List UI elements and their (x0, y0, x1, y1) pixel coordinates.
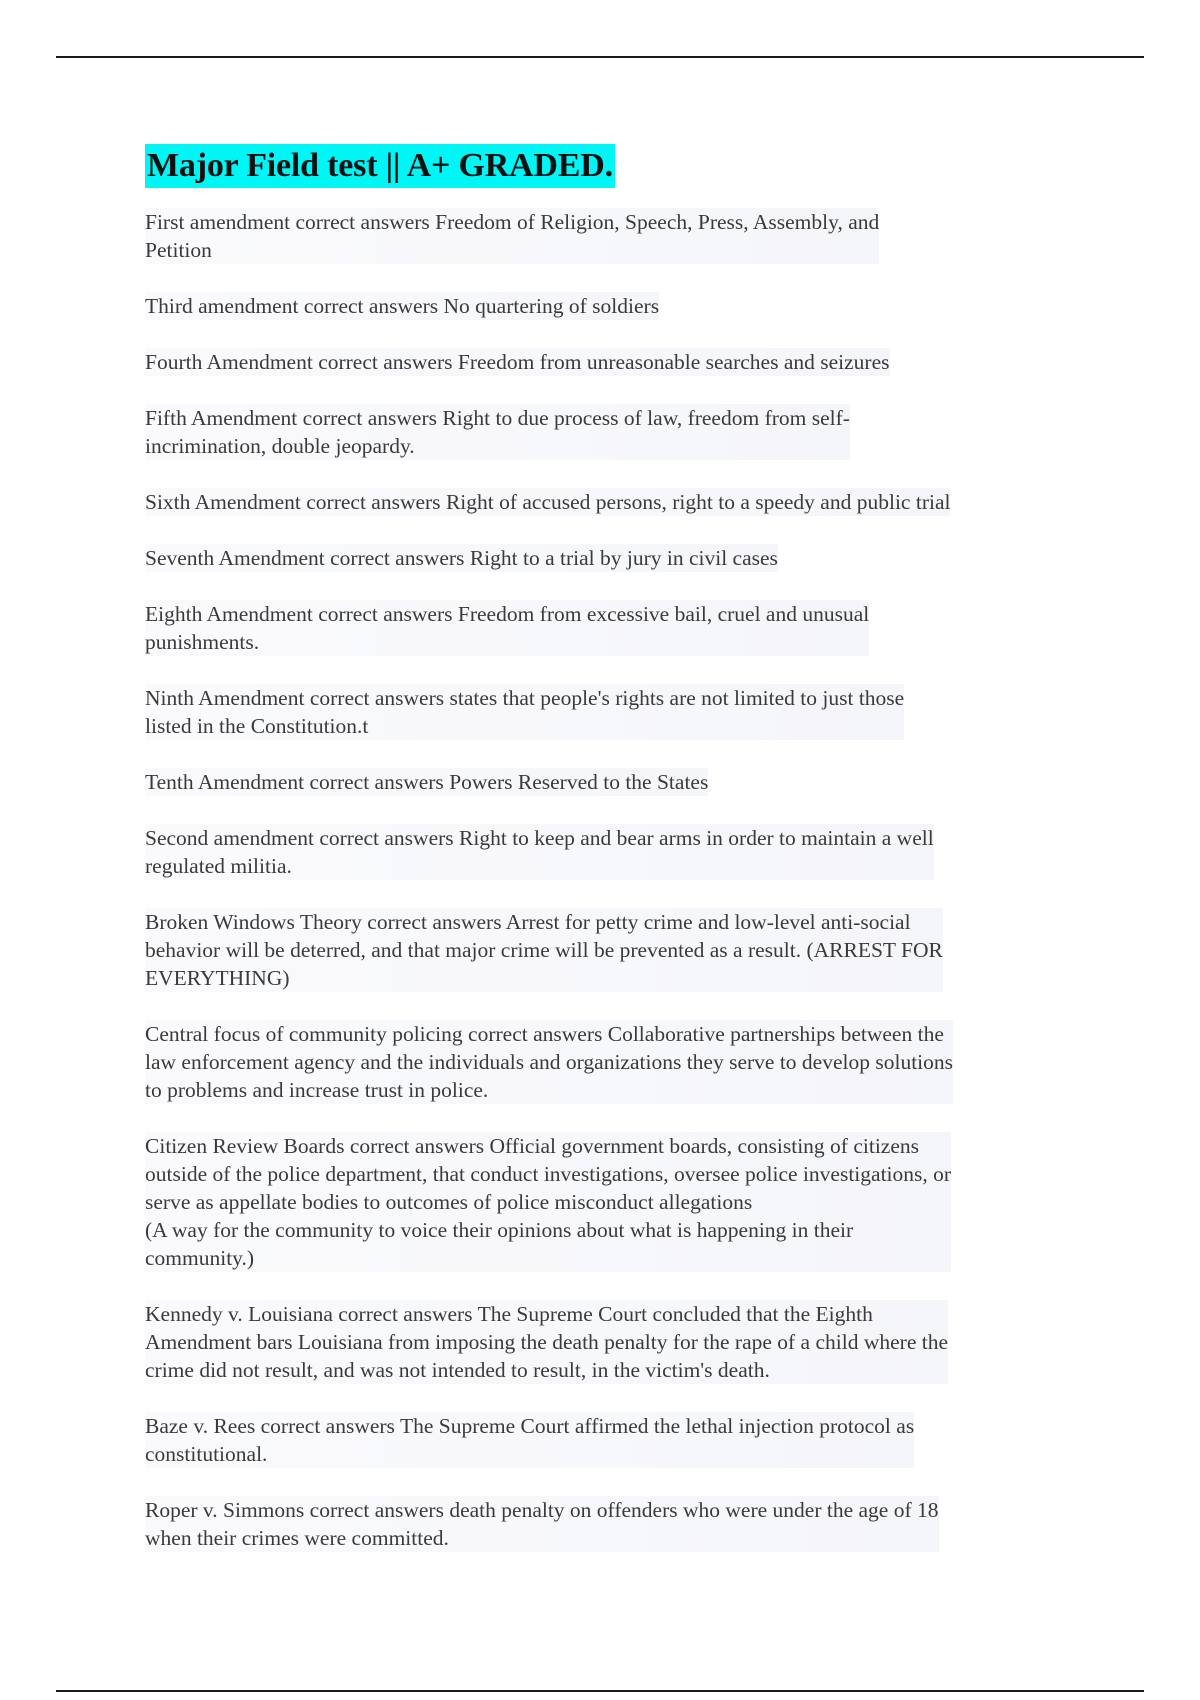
qa-entry (145, 1132, 951, 1272)
entry-term: Third amendment (145, 294, 299, 318)
qa-entry (145, 208, 879, 264)
entry-answer: Right of accused persons, right to a speedy and public trial (445, 490, 951, 514)
entry-answer: Right to keep and bear arms in order to maintain a well regulated militia. (145, 826, 934, 878)
entry-term: Seventh Amendment (145, 546, 325, 570)
entry-term: Second amendment (145, 826, 314, 850)
entry-separator: correct answers (303, 294, 439, 318)
qa-entry (145, 404, 850, 460)
top-rule (56, 56, 1144, 58)
entry-separator: correct answers (309, 770, 444, 794)
entry-separator: correct answers (318, 602, 453, 626)
entry-separator: correct answers (367, 910, 502, 934)
entry-answer: Freedom of Religion, Speech, Press, Assembly, and Petition (145, 210, 880, 262)
entry-separator: correct answers (295, 210, 430, 234)
entry-separator: correct answers (338, 1302, 473, 1326)
entry-answer: Collaborative partnerships between the law enforcement agency and the individuals and organizations they serve to develop solutions to problems and increase trust in police. (145, 1022, 954, 1102)
entry-separator: correct answers (309, 686, 445, 710)
entry-term: Eighth Amendment (145, 602, 313, 626)
entry-answer: No quartering of soldiers (443, 294, 660, 318)
entry-separator: correct answers (302, 406, 437, 430)
qa-entry (145, 908, 943, 992)
entry-answer: states that people's rights are not limited to just those listed in the Constitution.t (145, 686, 905, 738)
bottom-rule (56, 1690, 1144, 1692)
entry-separator: correct answers (468, 1022, 603, 1046)
document-title: Major Field test || A+ GRADED. (145, 144, 615, 188)
entry-term: Central focus of community policing (145, 1022, 463, 1046)
entry-answer: The Supreme Court affirmed the lethal injection protocol as constitutional. (145, 1414, 915, 1466)
entry-answer: Freedom from unreasonable searches and seizures (457, 350, 890, 374)
entry-answer: Arrest for petty crime and low-level anti-social behavior will be deterred, and that major crime will be prevented as a result. (ARREST FOR EVERYTHING) (145, 910, 943, 990)
entry-term: Sixth Amendment (145, 490, 301, 514)
qa-entry (145, 824, 934, 880)
entry-term: Baze v. Rees (145, 1414, 256, 1438)
qa-entry (145, 292, 659, 320)
qa-entry (145, 1020, 953, 1104)
entry-term: Roper v. Simmons (145, 1498, 305, 1522)
entry-term: Tenth Amendment (145, 770, 305, 794)
entry-separator: correct answers (318, 350, 453, 374)
entry-answer: Right to a trial by jury in civil cases (469, 546, 778, 570)
entry-answer: The Supreme Court concluded that the Eighth Amendment bars Louisiana from imposing the death penalty for the rape of a child where the crime did not result, and was not intended to result, in the victim's death. (145, 1302, 949, 1382)
document-body (145, 144, 1065, 1580)
qa-entry (145, 1412, 914, 1468)
entry-answer: death penalty on offenders who were under the age of 18 when their crimes were committed. (145, 1498, 939, 1550)
entry-term: First amendment (145, 210, 291, 234)
entry-term: Citizen Review Boards (145, 1134, 345, 1158)
entry-separator: correct answers (349, 1134, 485, 1158)
qa-list (145, 208, 1065, 1552)
entry-separator: correct answers (260, 1414, 395, 1438)
entry-separator: correct answers (330, 546, 465, 570)
entry-separator: correct answers (306, 490, 441, 514)
entry-term: Ninth Amendment (145, 686, 305, 710)
entry-separator: correct answers (309, 1498, 444, 1522)
entry-answer: Powers Reserved to the States (449, 770, 709, 794)
qa-entry (145, 1300, 948, 1384)
qa-entry (145, 348, 890, 376)
entry-term: Fifth Amendment (145, 406, 298, 430)
qa-entry (145, 1496, 939, 1552)
qa-entry (145, 684, 904, 740)
entry-term: Broken Windows Theory (145, 910, 362, 934)
entry-term: Kennedy v. Louisiana (145, 1302, 333, 1326)
entry-separator: correct answers (319, 826, 454, 850)
entry-answer: Official government boards, consisting of citizens outside of the police department, that conduct investigations, oversee police investigations, or serve as appellate bodies to outcomes of police misconduct allegations (A way for the community to voice their opinions about what is happening in their community.) (145, 1134, 952, 1270)
entry-term: Fourth Amendment (145, 350, 313, 374)
qa-entry (145, 544, 778, 572)
entry-answer: Freedom from excessive bail, cruel and unusual punishments. (145, 602, 870, 654)
entry-answer: Right to due process of law, freedom from self- incrimination, double jeopardy. (145, 406, 850, 458)
qa-entry (145, 488, 950, 516)
qa-entry (145, 768, 708, 796)
qa-entry (145, 600, 869, 656)
